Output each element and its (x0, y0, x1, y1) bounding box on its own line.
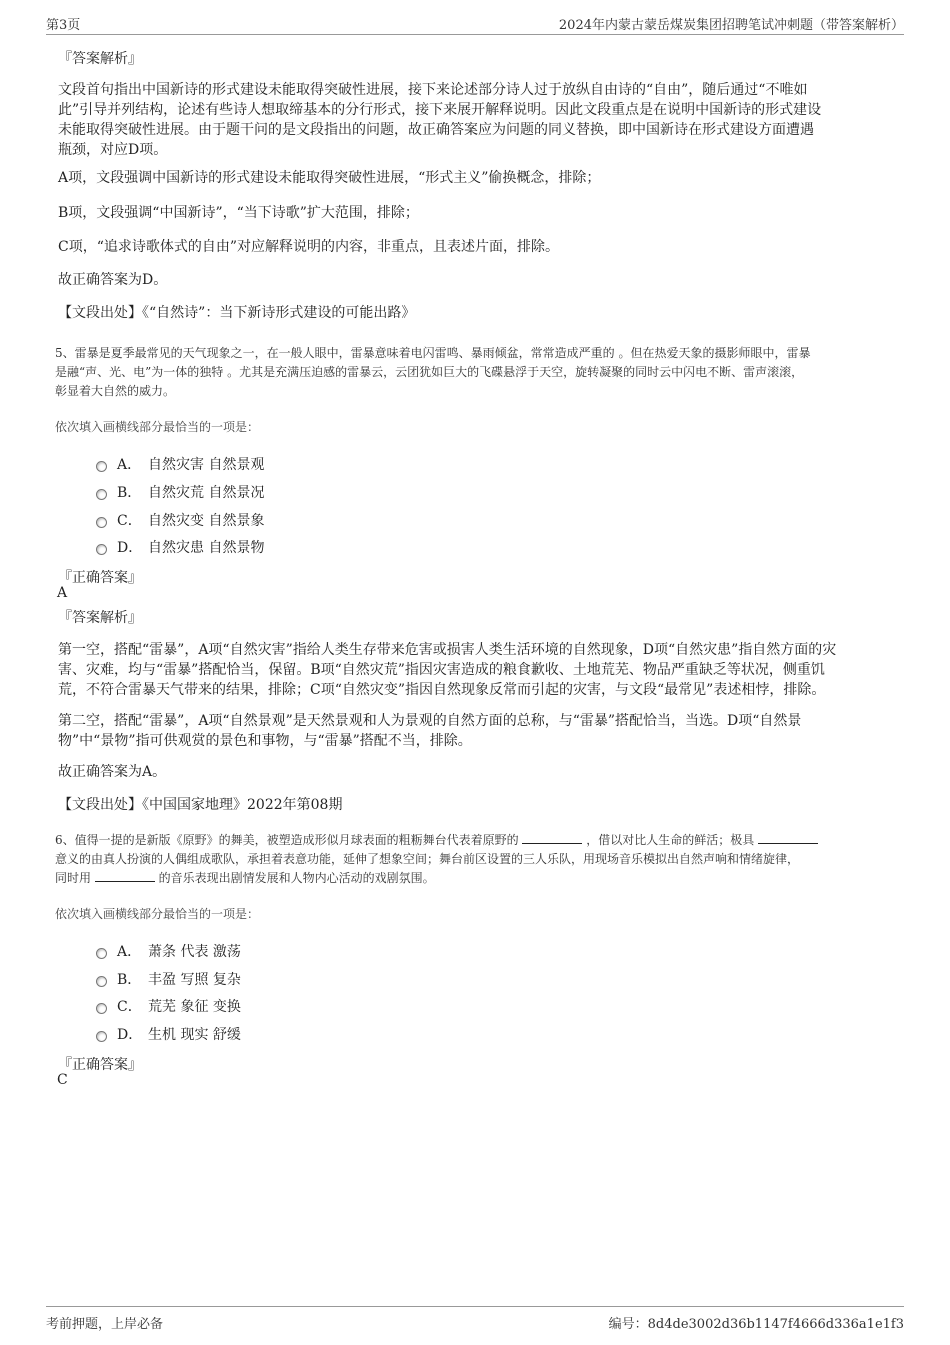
conclusion: 故正确答案为A。 (58, 764, 167, 780)
option-c[interactable] (96, 996, 241, 1016)
option-letter: B． (117, 485, 142, 501)
radio-icon[interactable] (96, 461, 107, 472)
option-b[interactable] (96, 482, 264, 502)
option-text: 丰盈 写照 复杂 (148, 972, 241, 988)
text-line: 文段首句指出中国新诗的形式建设未能取得突破性进展，接下来论述部分诗人过于放纵自由诗的“自由”，随后通过“不唯如 (58, 82, 808, 98)
explanation-paragraph-1 (58, 640, 893, 700)
document-title: 2024年内蒙古蒙岳煤炭集团招聘笔试冲刺题（带答案解析） (558, 18, 904, 33)
radio-icon[interactable] (96, 1003, 107, 1014)
answer-explanation-label: 『答案解析』 (58, 610, 142, 626)
correct-answer-label: 『正确答案』 (58, 1057, 142, 1073)
question-prompt: 依次填入画横线部分最恰当的一项是： (55, 907, 260, 921)
text-line: 第一空，搭配“雷暴”，A项“自然灾害”指给人类生存带来危害或损害人类生活环境的自然现象，D项“自然灾患”指自然方面的灾 (58, 642, 837, 658)
radio-icon[interactable] (96, 544, 107, 555)
text-line: 荒，不符合雷暴天气带来的结果，排除；C项“自然灾变”指因自然现象反常而引起的灾害，与文段“最常见”表述相悖，排除。 (58, 682, 826, 698)
question-stem (55, 831, 897, 888)
source-citation: 【文段出处】《“自然诗”：当下新诗形式建设的可能出路》 (58, 305, 416, 321)
option-d[interactable] (96, 537, 264, 557)
text-line: 彰显着大自然的威力。 (55, 384, 176, 398)
question-prompt: 依次填入画横线部分最恰当的一项是： (55, 420, 260, 434)
conclusion: 故正确答案为D。 (58, 272, 168, 288)
option-b-note: B项，文段强调“中国新诗”，“当下诗歌”扩大范围，排除； (58, 205, 419, 221)
text-line: 未能取得突破性进展。由于题干问的是文段指出的问题，故正确答案应为问题的同义替换，即中国新诗在形式建设方面遭遇 (58, 122, 814, 138)
option-text: 自然灾荒 自然景况 (148, 485, 265, 501)
answer-explanation-label: 『答案解析』 (58, 51, 142, 67)
option-text: 萧条 代表 激荡 (148, 944, 241, 960)
source-citation: 【文段出处】《中国国家地理》2022年第08期 (58, 797, 343, 813)
text-line (55, 869, 897, 888)
text-line: 5、雷暴是夏季最常见的天气现象之一，在一般人眼中，雷暴意味着电闪雷鸣、暴雨倾盆，常常造成严重的 。但在热爱天象的摄影师眼中，雷暴 (55, 346, 811, 360)
text-line: 第二空，搭配“雷暴”，A项“自然景观”是天然景观和人为景观的自然方面的总称，与“雷暴”搭配恰当，当选。D项“自然景 (58, 713, 802, 729)
fill-blank (522, 831, 582, 844)
stem-text: 6、值得一提的是新版《原野》的舞美，被塑造成形似月球表面的粗粝舞台代表着原野的 (55, 833, 519, 847)
explanation-paragraph-2 (58, 711, 893, 751)
stem-text: 同时用 (55, 871, 92, 885)
option-letter: D． (117, 1027, 143, 1043)
option-c[interactable] (96, 510, 264, 530)
option-text: 自然灾变 自然景象 (148, 513, 265, 529)
footer-slogan: 考前押题，上岸必备 (46, 1317, 164, 1332)
text-line: 是融“声、光、电”为一体的独特 。尤其是充满压迫感的雷暴云，云团犹如巨大的飞碟悬浮于天空，旋转凝聚的同时云中闪电不断、雷声滚滚， (55, 365, 804, 379)
correct-answer: A (57, 585, 68, 601)
option-letter: C． (117, 513, 142, 529)
option-text: 生机 现实 舒缓 (148, 1027, 241, 1043)
option-a[interactable] (96, 454, 264, 474)
radio-icon[interactable] (96, 1031, 107, 1042)
text-line: 意义的由真人扮演的人偶组成歌队，承担着表意功能，延伸了想象空间；舞台前区设置的三人乐队，用现场音乐模拟出自然声响和情绪旋律， (55, 852, 800, 866)
option-letter: A． (117, 457, 142, 473)
answer-explanation (58, 80, 893, 160)
fill-blank (758, 831, 818, 844)
option-b[interactable] (96, 969, 241, 989)
radio-icon[interactable] (96, 948, 107, 959)
stem-text: ，借以对比人生命的鲜活；极具 (586, 833, 755, 847)
page-footer (46, 1306, 904, 1331)
text-line: 此”引导并列结构，论述有些诗人想取缔基本的分行形式，接下来展开解释说明。因此文段重点是在说明中国新诗的形式建设 (58, 102, 822, 118)
option-a-note: A项，文段强调中国新诗的形式建设未能取得突破性进展，“形式主义”偷换概念，排除； (58, 170, 601, 186)
option-letter: B． (117, 972, 142, 988)
page-number: 第3页 (46, 18, 81, 33)
page-header (46, 14, 904, 35)
fill-blank (95, 869, 155, 882)
option-letter: C． (117, 999, 142, 1015)
correct-answer: C (57, 1072, 68, 1088)
question-stem (55, 344, 897, 401)
text-line: 瓶颈，对应D项。 (58, 142, 168, 158)
correct-answer-label: 『正确答案』 (58, 570, 142, 586)
text-line (55, 831, 897, 850)
option-c-note: C项，“追求诗歌体式的自由”对应解释说明的内容，非重点，且表述片面，排除。 (58, 239, 560, 255)
document-code: 编号：8d4de3002d36b1147f4666d336a1e1f3 (608, 1317, 904, 1332)
option-text: 荒芜 象征 变换 (148, 999, 241, 1015)
stem-text: 的音乐表现出剧情发展和人物内心活动的戏剧氛围。 (158, 871, 435, 885)
text-line: 物”中“景物”指可供观赏的景色和事物，与“雷暴”搭配不当，排除。 (58, 733, 472, 749)
radio-icon[interactable] (96, 517, 107, 528)
option-text: 自然灾患 自然景物 (148, 540, 265, 556)
radio-icon[interactable] (96, 976, 107, 987)
option-letter: D． (117, 540, 143, 556)
option-a[interactable] (96, 941, 241, 961)
option-d[interactable] (96, 1024, 241, 1044)
radio-icon[interactable] (96, 489, 107, 500)
option-letter: A． (117, 944, 142, 960)
text-line: 害、灾难，均与“雷暴”搭配恰当，保留。B项“自然灾荒”指因灾害造成的粮食歉收、土地荒芜、物品严重缺乏等状况，侧重饥 (58, 662, 825, 678)
option-text: 自然灾害 自然景观 (148, 457, 265, 473)
